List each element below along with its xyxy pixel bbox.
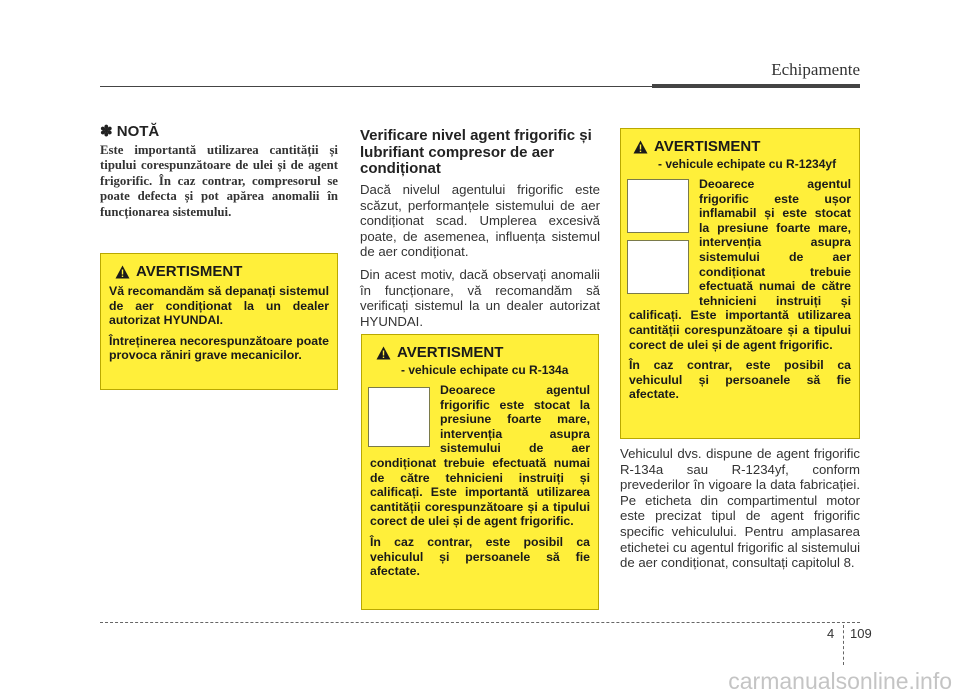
warning-title: AVERTISMENT: [397, 344, 504, 361]
section-title: Verificare nivel agent frigorific și lubrifiant compresor de aer condiționat: [360, 127, 592, 177]
watermark: carmanualsonline.info: [728, 668, 952, 694]
warning-illustration: [627, 240, 689, 294]
section-paragraph: Dacă nivelul agentului frigorific este scăzut, performanțele sistemului de aer condiționat scad. Umplerea excesivă poate, de asemenea, influența sistemul de aer condiționat.: [360, 182, 600, 260]
warning-header: [115, 263, 329, 280]
footer-divider: [843, 625, 844, 665]
warning-paragraph: În caz contrar, este posibil ca vehiculul și persoanele să fie afectate.: [370, 534, 590, 579]
section-body: [360, 182, 600, 336]
warning-header: [376, 344, 590, 361]
warning-paragraph: În caz contrar, este posibil ca vehiculul și persoanele să fie afectate.: [629, 358, 851, 402]
warning-illustration: [368, 387, 430, 447]
warning-paragraph: Deoarece agentul frigorific este ușor inflamabil și este stocat la presiune foarte mare, intervenția asupra sistemului de aer condiționat trebuie efectuată numai de către tehnicieni instruiți și calificați. Este importantă utilizarea cantității corespunzătoare și a tipului corect de ulei și de agent frigorific.: [629, 177, 851, 352]
warning-illustration: [627, 179, 689, 233]
chapter-number: 4: [827, 626, 835, 641]
warning-box-r1234yf: [620, 128, 860, 439]
warning-text: [109, 284, 329, 363]
warning-paragraph: Vă recomandăm să depanați sistemul de aer condiționat la un dealer autorizat HYUNDAI.: [109, 284, 329, 328]
page-number: 109: [850, 626, 872, 641]
warning-paragraph: Întreținerea necorespunzătoare poate provoca răniri grave mecanicilor.: [109, 333, 329, 363]
warning-box-r134a: [361, 334, 599, 610]
vehicle-refrigerant-note: Vehiculul dvs. dispune de agent frigorific R-134a sau R-1234yf, conform prevederilor în vigoare la data fabricației. Pe eticheta din compartimentul motor este precizat tipul de agent frigorific specific vehiculului. Pentru amplasarea etichetei cu agentul frigorific al sistemului de aer condiționat, consultați capitolul 8.: [620, 446, 860, 571]
warning-title: AVERTISMENT: [654, 138, 761, 155]
warning-triangle-icon: [376, 346, 391, 360]
warning-triangle-icon: [633, 140, 648, 154]
section-paragraph: Din acest motiv, dacă observați anomalii în funcționare, vă recomandăm să verificați sistemul la un dealer autorizat HYUNDAI.: [360, 266, 600, 329]
warning-subtitle: - vehicule echipate cu R-1234yf: [658, 157, 837, 171]
warning-subtitle: - vehicule echipate cu R-134a: [401, 363, 569, 377]
note-heading: ✽ NOTĂ: [100, 123, 160, 140]
note-body: Este importantă utilizarea cantității și tipului corespunzătoare de ulei și de agent frigorific. În caz contrar, compresorul se poate defecta și pot apărea anomalii în funcționarea sistemului.: [100, 143, 338, 219]
warning-title: AVERTISMENT: [136, 263, 243, 280]
warning-header: [633, 138, 851, 155]
warning-triangle-icon: [115, 265, 130, 279]
footer-rule: [100, 622, 860, 623]
warning-paragraph: Deoarece agentul frigorific este stocat la presiune foarte mare, intervenția asupra sistemului de aer condiționat trebuie efectuată numai de către tehnicieni instruiți și calificați. Este importantă utilizarea cantității corespunzătoare și a tipului corect de ulei și de agent frigorific.: [370, 383, 590, 529]
warning-box-general: [100, 253, 338, 390]
header-rule-accent: [652, 84, 860, 88]
header-title: Echipamente: [771, 60, 860, 79]
